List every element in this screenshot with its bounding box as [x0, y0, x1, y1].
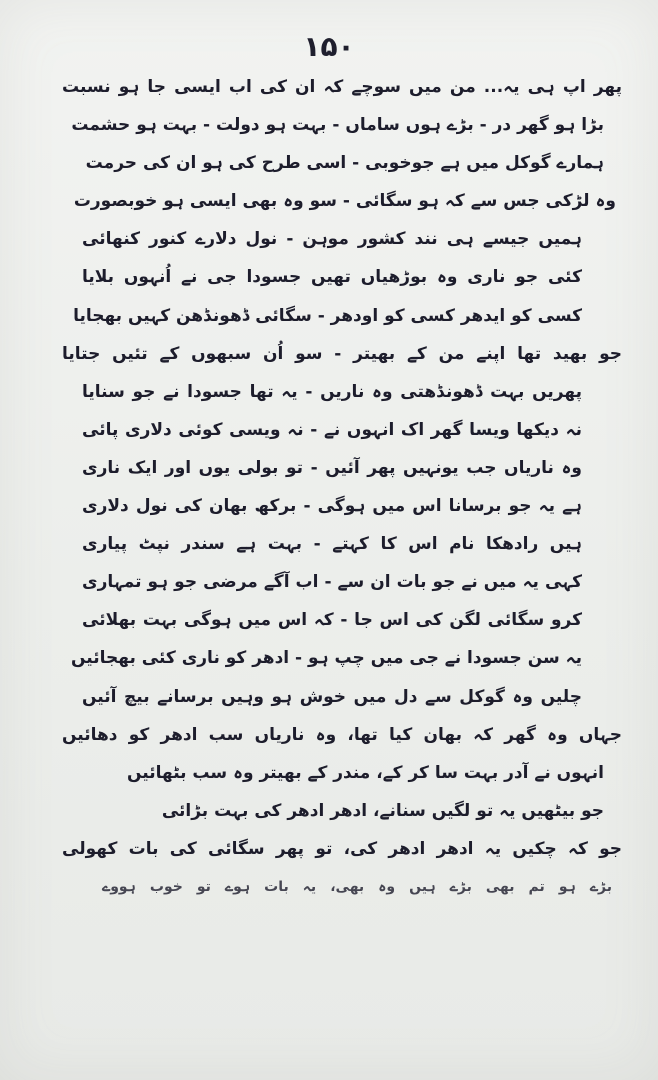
text-line: کرو سگائی لگن کی اس جا - کہ اس میں ہوگی بہت بھلائی — [82, 610, 582, 631]
text-line: ہمارے گوکل میں ہے جوخوبی - اسی طرح کی ہو ان کی حرمت — [85, 153, 604, 174]
text-line: ہمیں جیسے ہی نند کشور موہن - نول دلارے کنور کنھائی — [82, 229, 582, 250]
text-line: کہی یہ میں نے جو بات ان سے - اب آگے مرضی جو ہو تمہاری — [82, 572, 582, 593]
text-line: کسی کو ایدھر کسی کو اودھر - سگائی ڈھونڈھن کہیں بھجایا — [73, 305, 582, 326]
text-line: نہ دیکھا ویسا گھر اک انہوں نے - نہ ویسی کوئی دلاری پائی — [82, 419, 582, 440]
text-line: جو کہ چکیں یہ ادھر ادھر کی، تو پھر سگائی کی بات کھولی — [62, 838, 622, 859]
poem-text-block — [62, 68, 622, 906]
text-line: انہوں نے آدر بہت سا کر کے، مندر کے بھیتر وہ سب بٹھائیں — [126, 762, 604, 783]
text-line: جو بیٹھیں یہ تو لگیں سنانے، ادھر ادھر کی بہت بڑائی — [161, 800, 604, 821]
text-line: یہ سن جسودا نے جی میں چپ ہو - ادھر کو ناری کئی بھجائیں — [70, 648, 582, 669]
text-line: کئی جو ناری وہ بوڑھیاں تھیں جسودا جی نے اُنہوں بلایا — [82, 267, 582, 288]
text-line: پھریں بہت ڈھونڈھتی وہ ناریں - یہ تھا جسودا نے جو سنایا — [82, 381, 582, 402]
text-line: ہے یہ جو برسانا اس میں ہوگی - برکھ بھان کی نول دلاری — [82, 496, 582, 517]
text-line: چلیں وہ گوکل سے دل میں خوش ہو وہیں برسانے بیچ آئیں — [82, 686, 582, 707]
text-line: بڑا ہو گھر در - بڑے ہوں ساماں - بہت ہو دولت - بہت ہو حشمت — [71, 115, 604, 136]
text-line: وہ لڑکی جس سے کہ ہو سگائی - سو وہ بھی ایسی ہو خوبصورت — [73, 191, 616, 212]
text-line: جہاں وہ گھر کہ بھان کیا تھا، وہ ناریاں سب ادھر کو دھائیں — [62, 724, 622, 745]
text-line: ہیں رادھکا نام اس کا کہتے - بہت ہے سندر نپٹ پیاری — [82, 534, 582, 555]
text-line: وہ ناریاں جب یونہیں پھر آئیں - تو بولی یوں اور ایک ناری — [82, 457, 582, 478]
text-line: پھر اپ ہی یہ... من میں سوچے کہ ان کی اب ایسی جا ہو نسبت — [62, 77, 622, 97]
text-line: جو بھید تھا اپنے من کے بھیتر - سو اُن سبھوں کے تئیں جتایا — [62, 343, 622, 364]
text-line: بڑے ہو تم بھی بڑے ہیں وہ بھی، یہ بات ہوے تو خوب ہووے — [102, 878, 612, 895]
page-number: ۱۵۰ — [303, 30, 355, 63]
